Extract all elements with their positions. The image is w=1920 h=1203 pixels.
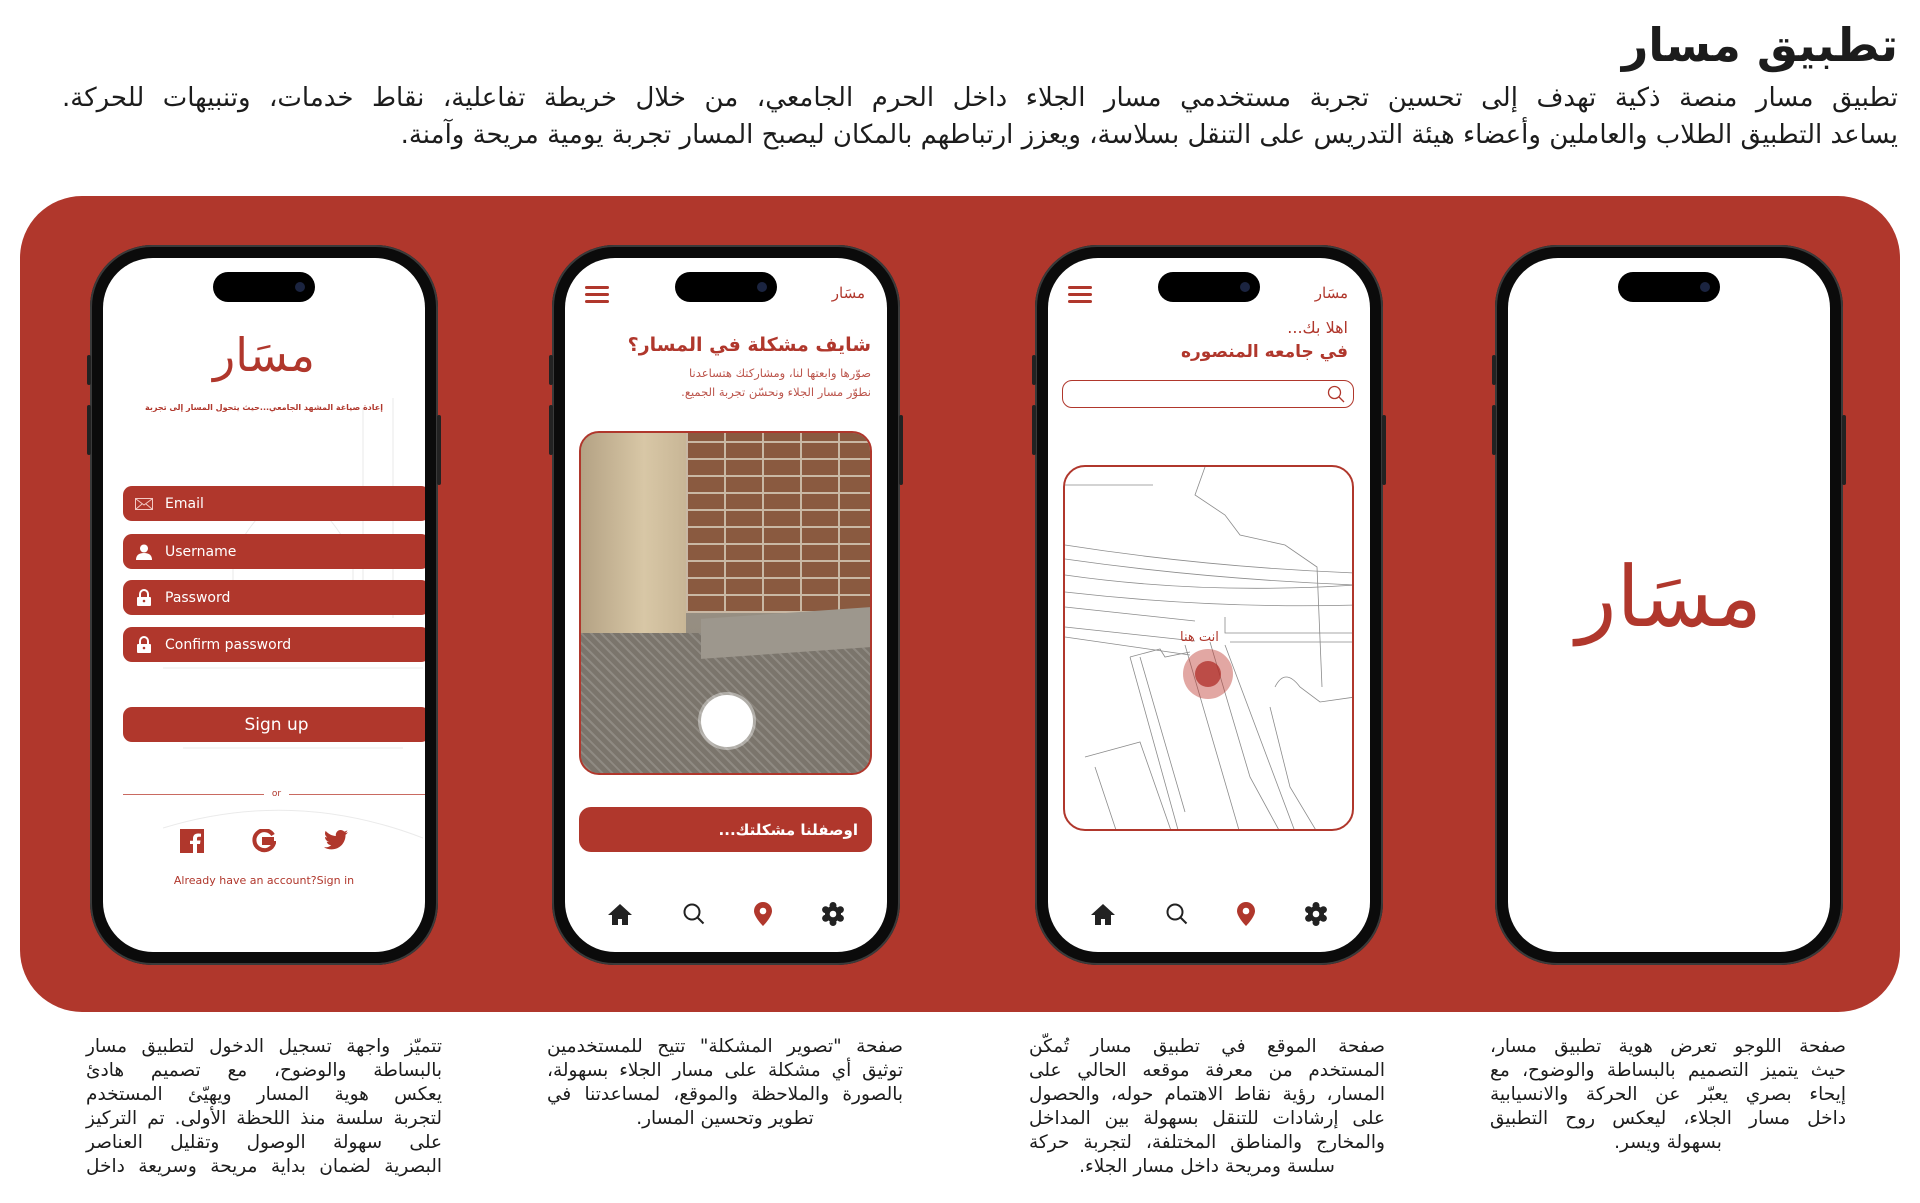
caption-splash [1490, 1035, 1846, 1155]
caption-line: المسار، رؤية نقاط الاهتمام حوله، والحصول [1029, 1084, 1385, 1105]
user-icon [135, 544, 153, 560]
lock-icon [135, 589, 153, 606]
camera-preview [579, 431, 872, 775]
caption-line: تتميّز واجهة تسجيل الدخول لتطبيق مسار [86, 1036, 442, 1057]
current-location-marker[interactable] [1183, 649, 1233, 699]
caption-location [1029, 1035, 1385, 1179]
password-label: Password [165, 589, 231, 606]
caption-line: والمخارج والمناطق المختلفة، لتجربة حركة [1029, 1132, 1385, 1153]
mail-icon [135, 498, 153, 510]
caption-line: توثيق أي مشكلة على مسار الجلاء بسهولة، [547, 1060, 903, 1081]
intro-line: تطبيق مسار منصة ذكية تهدف إلى تحسين تجربة مستخدمي مسار الجلاء داخل الحرم الجامعي، من خلال خريطة تفاعلية، نقاط خدمات، وتنبيهات للحركة. [62, 83, 1898, 113]
you-are-here-label: انت هنا [1180, 630, 1219, 645]
menu-icon[interactable] [585, 286, 609, 307]
app-logo: مسَار [213, 328, 315, 382]
caption-line: المستخدم من معرفة موقعه الحالي على [1029, 1060, 1385, 1081]
university-name: في جامعه المنصوره [1180, 342, 1348, 362]
caption-line: لتجربة سلسة منذ اللحظة الأولى. تم التركيز [86, 1108, 442, 1129]
twitter-icon[interactable] [324, 829, 348, 851]
report-screen [565, 258, 887, 952]
subtitle-line: نطوّر مسار الجلاء ونحسّن تجربة الجميع. [681, 385, 871, 399]
search-icon[interactable] [1165, 902, 1189, 926]
caption-line: بسهولة ويسر. [1614, 1132, 1722, 1153]
report-title: شايف مشكلة في المسار؟ [627, 334, 871, 356]
shutter-button[interactable] [701, 695, 753, 747]
tagline: إعادة صياغة المشهد الجامعي...حيث يتحول المسار إلى تجربة [145, 403, 383, 412]
home-icon[interactable] [1090, 903, 1116, 925]
lock-icon [135, 636, 153, 653]
confirm-password-field[interactable] [123, 627, 425, 662]
caption-line: حيث يتميز التصميم بالبساطة والوضوح، مع [1490, 1060, 1846, 1081]
campus-map[interactable] [1063, 465, 1354, 831]
caption-report [547, 1035, 903, 1131]
caption-line: بالبساطة والوضوح، مع تصميم هادئ [86, 1060, 442, 1081]
caption-line: البصرية لضمان بداية مريحة وسريعة داخل [86, 1156, 442, 1177]
or-divider [123, 789, 425, 799]
brick-wall [686, 433, 870, 613]
confirm-password-label: Confirm password [165, 636, 292, 653]
caption-line: تطوير وتحسين المسار. [636, 1108, 814, 1129]
email-label: Email [165, 495, 204, 512]
header-logo: مسَار [831, 284, 865, 302]
caption-line: صفحة "تصوير المشكلة" تتيح للمستخدمين [547, 1036, 903, 1057]
phone-location [1035, 245, 1383, 965]
caption-line: على إرشادات للتنقل بسهولة بين المداخل [1029, 1108, 1385, 1129]
phone-splash [1495, 245, 1843, 965]
caption-line: إيحاء بصري يعبّر عن الحركة والانسيابية [1490, 1084, 1846, 1105]
social-login [103, 829, 425, 853]
facebook-icon[interactable] [180, 829, 204, 853]
splash-screen [1508, 258, 1830, 952]
dynamic-island [213, 272, 315, 302]
header-logo: مسَار [1314, 284, 1348, 302]
describe-problem-input[interactable]: اوصفلنا مشكلتك... [579, 807, 872, 852]
bottom-nav [1048, 902, 1370, 926]
caption-line: على سهولة الوصول وتقليل العناصر [86, 1132, 442, 1153]
google-icon[interactable] [252, 829, 276, 853]
page-title: تطبيق مسار [1621, 18, 1898, 72]
password-field[interactable] [123, 580, 425, 615]
phone-report [552, 245, 900, 965]
location-pin-icon[interactable] [754, 902, 772, 926]
caption-signup [86, 1035, 442, 1179]
search-icon[interactable] [682, 902, 706, 926]
username-label: Username [165, 543, 237, 560]
caption-line: صفحة الموقع في تطبيق مسار تُمكّن [1029, 1036, 1385, 1057]
intro-paragraph [62, 80, 1898, 154]
report-subtitle [681, 364, 871, 402]
intro-line: يساعد التطبيق الطلاب والعاملين وأعضاء هيئة التدريس على التنقل بسلاسة، ويعزز ارتباطهم بالمكان ليصبح المسار تجربة يومية مريحة وآمنة. [400, 120, 1898, 150]
signin-link[interactable]: Already have an account?Sign in [173, 874, 355, 887]
search-input[interactable] [1062, 380, 1354, 408]
username-field[interactable] [123, 534, 425, 569]
dynamic-island [1158, 272, 1260, 302]
search-icon [1327, 385, 1345, 403]
dynamic-island [675, 272, 777, 302]
caption-line: داخل مسار الجلاء، ليعكس روح التطبيق [1490, 1108, 1846, 1129]
dynamic-island [1618, 272, 1720, 302]
bottom-nav [565, 902, 887, 926]
menu-icon[interactable] [1068, 286, 1092, 307]
email-field[interactable] [123, 486, 425, 521]
signup-screen [103, 258, 425, 952]
subtitle-line: صوّرها وابعتها لنا، ومشاركتك هتساعدنا [689, 366, 871, 380]
caption-line: يعكس هوية المسار ويهيّئ المستخدم [86, 1084, 442, 1105]
home-icon[interactable] [607, 903, 633, 925]
location-screen [1048, 258, 1370, 952]
or-label: or [271, 789, 282, 799]
greeting: اهلا بك... [1287, 318, 1348, 337]
caption-line: صفحة اللوجو تعرض هوية تطبيق مسار، [1490, 1036, 1846, 1057]
settings-icon[interactable] [821, 902, 845, 926]
splash-logo: مسَار [1575, 548, 1763, 646]
settings-icon[interactable] [1304, 902, 1328, 926]
phone-signup [90, 245, 438, 965]
location-pin-icon[interactable] [1237, 902, 1255, 926]
signup-button[interactable]: Sign up [123, 707, 425, 742]
caption-line: بالصورة والملاحظة والموقع، لمساعدتنا في [547, 1084, 903, 1105]
caption-line: سلسة ومريحة داخل مسار الجلاء. [1079, 1156, 1335, 1177]
